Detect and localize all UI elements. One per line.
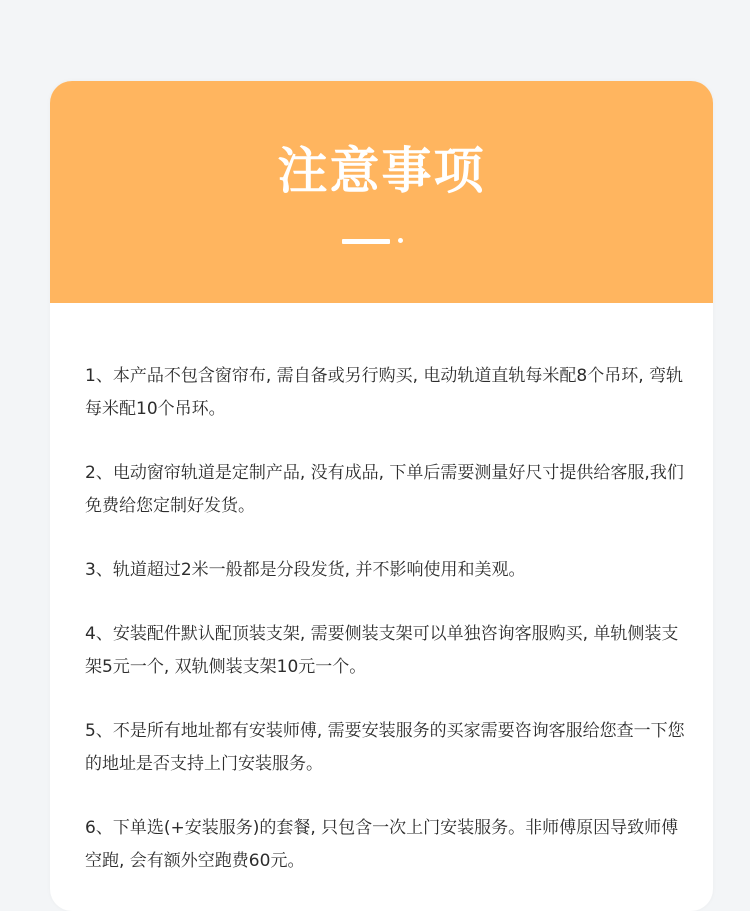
notice-item-6: 6、下单选(+安装服务)的套餐, 只包含一次上门安装服务。非师傅原因导致师傅空跑, 会有额外空跑费60元。	[85, 818, 679, 871]
notice-item-4: 4、安装配件默认配顶装支架, 需要侧装支架可以单独咨询客服购买, 单轨侧装支架5元一个, 双轨侧装支架10元一个。	[85, 624, 679, 677]
notice-item-1: 1、本产品不包含窗帘布, 需自备或另行购买, 电动轨道直轨每米配8个吊环, 弯轨每米配10个吊环。	[85, 366, 684, 419]
title-underline-decoration	[342, 239, 390, 244]
notice-card	[50, 81, 713, 911]
notice-list	[85, 360, 685, 909]
notice-item-5: 5、不是所有地址都有安装师傅, 需要安装服务的买家需要咨询客服给您查一下您的地址是否支持上门安装服务。	[85, 721, 685, 774]
notice-header	[50, 81, 713, 303]
notice-item-2: 2、电动窗帘轨道是定制产品, 没有成品, 下单后需要测量好尺寸提供给客服,我们免费给您定制好发货。	[85, 463, 684, 516]
notice-title: 注意事项	[277, 142, 486, 200]
title-dot-decoration	[398, 238, 403, 243]
notice-item-3: 3、轨道超过2米一般都是分段发货, 并不影响使用和美观。	[85, 560, 526, 580]
